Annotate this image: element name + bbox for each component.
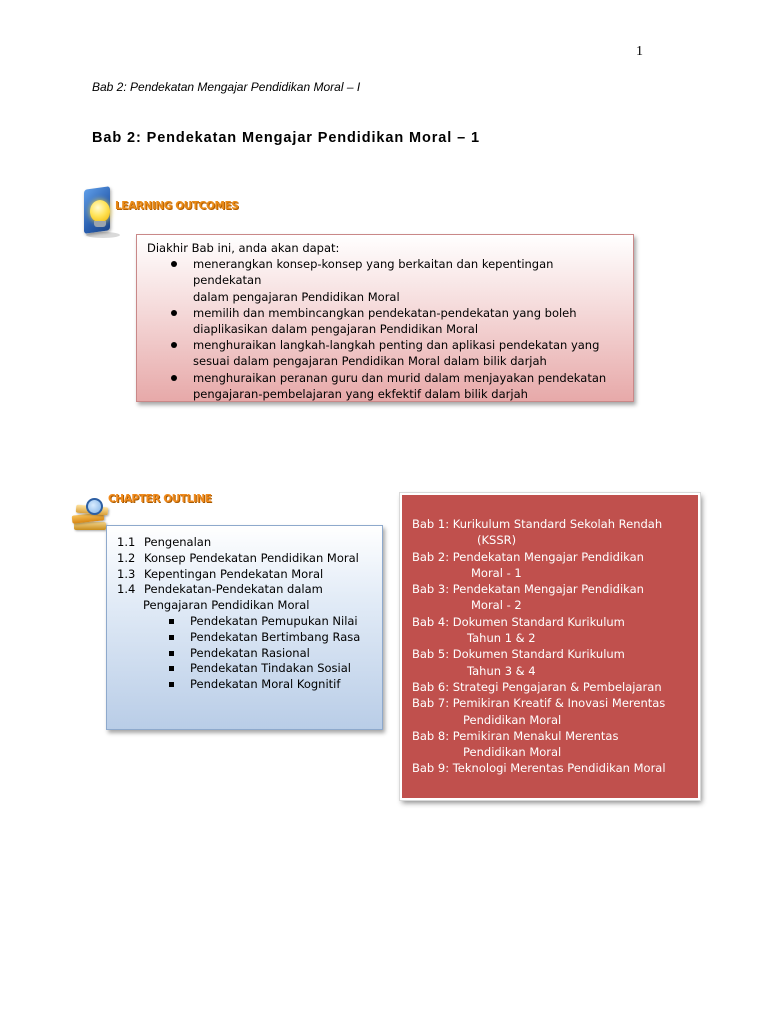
page-number: 1	[636, 44, 643, 59]
outline-item: 1.4 Pendekatan-Pendekatan dalam	[117, 582, 323, 597]
outline-item: 1.2 Konsep Pendekatan Pendidikan Moral	[117, 550, 359, 565]
magnifier-icon	[86, 498, 103, 515]
chapters-list-box	[400, 493, 700, 800]
chapter-entry: Bab 7: Pemikiran Kreatif & Inovasi Merentas Pendidikan Moral	[412, 696, 666, 727]
badge-shadow	[86, 232, 120, 238]
chapter-entry: Bab 4: Dokumen Standard Kurikulum Tahun 1 & 2	[412, 614, 625, 646]
chapter-entry: Bab 1: Kurikulum Standard Sekolah Rendah (KSSR)	[412, 517, 663, 548]
chapter-entry: Bab 5: Dokumen Standard Kurikulum Tahun 3 & 4	[412, 647, 625, 678]
chapter-entry: Bab 6: Strategi Pengajaran & Pembelajaran	[412, 679, 662, 694]
running-header: Bab 2: Pendekatan Mengajar Pendidikan Moral – I	[92, 80, 361, 94]
outline-subitem: Pendekatan Bertimbang Rasa	[190, 630, 376, 646]
outline-item-continuation: Pengajaran Pendidikan Moral	[143, 598, 310, 613]
outline-item: 1.3 Kepentingan Pendekatan Moral	[117, 566, 324, 581]
learning-outcomes-box	[136, 234, 634, 402]
outcome-item: memilih dan membincangkan pendekatan-pendekatan yang boleh diaplikasikan dalam pengajaran Pendidikan Moral	[193, 305, 623, 337]
outline-subitem: Pendekatan Tindakan Sosial	[190, 661, 376, 677]
outline-subitem: Pendekatan Rasional	[190, 646, 376, 662]
chapter-entry: Bab 8: Pemikiran Menakul Merentas Pendidikan Moral	[412, 728, 619, 760]
outcomes-intro: Diakhir Bab ini, anda akan dapat:	[147, 241, 340, 255]
chapter-title: Bab 2: Pendekatan Mengajar Pendidikan Moral – 1	[92, 130, 480, 146]
outcomes-list	[147, 256, 623, 402]
chapter-entry: Bab 3: Pendekatan Mengajar Pendidikan Moral - 2	[412, 582, 644, 613]
chapter-entry: Bab 2: Pendekatan Mengajar Pendidikan Moral - 1	[412, 549, 644, 580]
learning-outcomes-label: LEARNING OUTCOMES	[115, 200, 239, 212]
chapter-outline-label: CHAPTER OUTLINE	[108, 493, 212, 505]
outline-subitem: Pendekatan Moral Kognitif	[190, 677, 376, 693]
outcome-item: menghuraikan peranan guru dan murid dalam menjayakan pendekatan pengajaran-pembelajaran yang ekfektif dalam bilik darjah	[193, 370, 623, 402]
chapter-entry: Bab 9: Teknologi Merentas Pendidikan Moral	[412, 761, 666, 776]
books-icon	[72, 498, 108, 532]
lightbulb-base-icon	[94, 221, 106, 227]
lightbulb-icon	[90, 200, 110, 222]
outline-subitem: Pendekatan Pemupukan Nilai	[190, 614, 376, 630]
chapter-outline-box	[106, 525, 383, 730]
outcome-item: menghuraikan langkah-langkah penting dan aplikasi pendekatan yang sesuai dalam pengajaran Pendidikan Moral dalam bilik darjah	[193, 337, 623, 369]
outcome-item: menerangkan konsep-konsep yang berkaitan dan kepentingan pendekatan dalam pengajaran Pendidikan Moral	[193, 256, 623, 305]
outline-sublist	[117, 614, 376, 693]
outline-item: 1.1 Pengenalan	[117, 535, 212, 549]
